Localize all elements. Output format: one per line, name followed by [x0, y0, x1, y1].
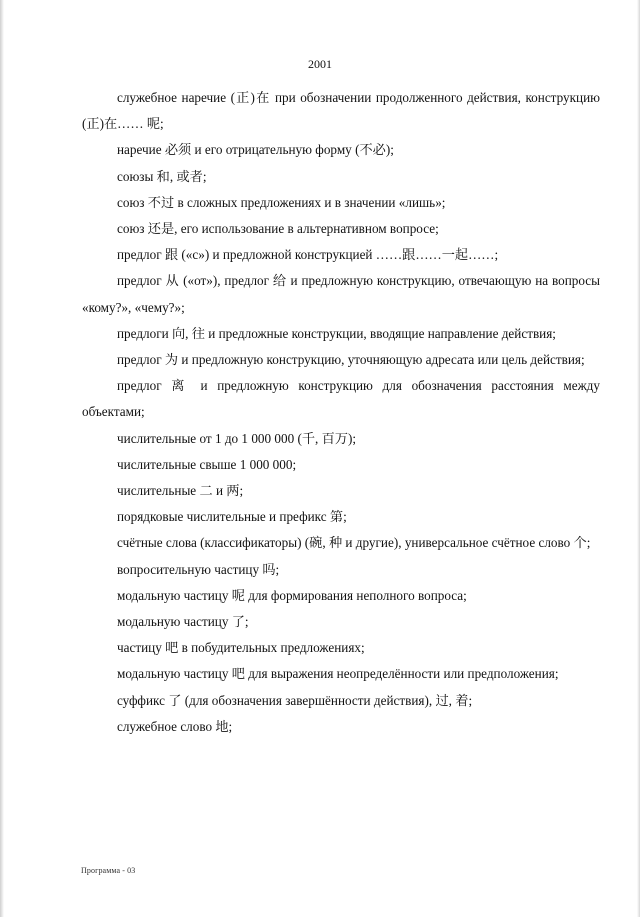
paragraph-12: числительные свыше 1 000 000;: [117, 456, 297, 472]
paragraph-17: модальную частицу 呢 для формирования неполного вопроса;: [117, 587, 467, 603]
footer-label: Программа - 03: [81, 866, 136, 875]
paragraph-9: предлог 为 и предложную конструкцию, уточняющую адресата или цель действия;: [117, 352, 585, 368]
paragraph-16: вопросительную частицу 吗;: [117, 561, 280, 577]
paragraph-3: союзы 和, 或者;: [117, 168, 207, 184]
paragraph-19: частицу 吧 в побудительных предложениях;: [117, 640, 365, 656]
paragraph-8: предлоги 向, 往 и предложные конструкции, вводящие направление действия;: [117, 325, 556, 341]
paragraph-22: служебное слово 地;: [117, 718, 233, 734]
paragraph-21: суффикс 了 (для обозначения завершённости действия), 过, 着;: [117, 692, 473, 708]
paragraph-15: счётные слова (классификаторы) (碗, 种 и другие), универсальное счётное слово 个;: [117, 535, 591, 551]
scan-edge-left: [0, 0, 4, 917]
paragraph-4: союз 不过 в сложных предложениях и в значении «лишь»;: [117, 194, 446, 210]
paragraph-7: предлог 从 («от»), предлог 给 и предложную конструкцию, отвечающую на вопросы «кому?», «чему?»;: [82, 273, 600, 315]
paragraph-2: наречие 必须 и его отрицательную форму (不必);: [117, 142, 394, 158]
paragraph-18: модальную частицу 了;: [117, 614, 249, 630]
paragraph-6: предлог 跟 («с») и предложной конструкцией ……跟……一起……;: [117, 247, 499, 263]
paragraph-5: союз 还是, его использование в альтернативном вопросе;: [117, 221, 439, 237]
paragraph-10: предлог 离 и предложную конструкцию для обозначения расстояния между объектами;: [82, 378, 600, 420]
paragraph-11: числительные от 1 до 1 000 000 (千, 百万);: [117, 430, 357, 446]
page-number: 2001: [308, 57, 332, 71]
paragraph-13: числительные 二 и 两;: [117, 483, 244, 499]
paragraph-14: порядковые числительные и префикс 第;: [117, 509, 347, 525]
body-text: [82, 85, 600, 740]
paragraph-20: модальную частицу 吧 для выражения неопределённости или предположения;: [117, 666, 559, 682]
paragraph-1: служебное наречие (正)在 при обозначении продолженного действия, конструкцию (正)在…… 呢;: [82, 90, 600, 132]
